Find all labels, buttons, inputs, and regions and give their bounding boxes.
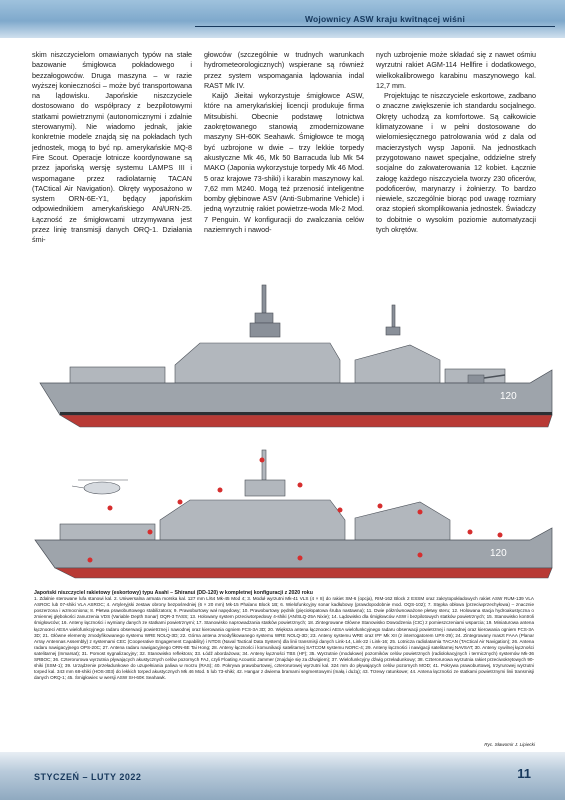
- caption-body: 1. Zdalnie sterowane lufa stanowi kal. 2. Uniwersalna armata morska kal. 127 mm L/64 Mk-45 Mod 4; 3. Moduł wyrzutni Mk-41 VLS (4 × 8) do rakiet SM-6 (opcja), RIM-162 Block 2 ESSM oraz zakrytopokładowych rakiet ASW RUM-139 VLA ASROC lub 07-shiki VLA ASROC; 4. Artyleryjski zestaw obrony bezpośredniej (6 × 20 mm) Mk-15 Phalanx Block 1B; 6. Wielofunkcyjny sonar kadłubowy (prawdopodobnie mod. OQS-102); 7. Stępka obłowa (przeciwprzechyłowa) – znacznie poszerzona i wzmocniona; 8. Płetwa prawoburtowego stabilizatora; 9. Prawoburtowy wał napędowy; 10. Prawoburtowy pędnik (pięciołopatowa śruba nastawna); 11. Dwie półzrównoważone płetwy steru; 12. Holowana stacja hydroakustyczna o zmiennej głębokości zanurzenia VDS (Variable Depth Sonar) OQR-3 TASS; 13. Holowany system przeciwtorpedowy 4-shiki (AN/SLQ-25A Nixie); 14. Lądowisko dla śmigłowców ASW i bezpilotowych statków powietrznych; 15. Stanowisko kontroli śmigłowców; 16. Anteny łączności i wymiany danych ze statkami powietrznymi; 17. Stanowisko naprowadzania statków powietrznych; 18. Zintegrowane Główne Stanowisko Dowodzenia (CIC) z pomieszczeniami wsparcia; 19. Miniaturowa antena łącznoœci AESA wielofunkcyjnego radaru obserwacji powietrznej i nawodnej oraz kierowania ogniem FCS-3A 3D; 20. Większa antena łącznoœci AESA wielofunkcyjnego radaru obserwacji powietrznej i nawodnej oraz kierowania ogniem FCS-3A 3D; 21. Główne elementy zmodyfikowanego systemu WRE NOLQ-3D; 22. Górna antena zmodyfikowanego systemu WRE NOLQ-3D; 23. Anteny systemu WRE oraz IFF Mk XII (z interrogatorem UPX-29); 24. Zintegrowany maszt FAAA (Planar Array Antennas Assembly) z systemami CEC (Cooperative Engagement Capability) i NTDS (Naval Tactical Data System) dla linii transmisji danych Link-14, Link-22 i Link-16; 25. Lotnicza radiolatarnia TACAN (TACtical Air Navigation); 26. Antena radaru nawigacyjnego OPS-20C; 27. Antena radaru nawigacyjnego ORN-6E Tai Hong; 28. Anteny łączności i komunikacji satelitarnej SATCOM systemu NORC-4; 29. Anteny łączności i nawigacji satelitarnej NAVSAT; 30. Anteny cywilnej łączności satelitarnej (Inmarsat); 31. Pomost sygnalizacyjny; 32. Stanowisko reflektora; 33. Łódź abordażowa; 34. Anteny łączności TBS (HF); 35. Wyrzutnie (modułowe) pozorników celów powietrznych (radiolokacyjnych i termicznych) systemów Mk-36 SRBOC; 36. Czterorurowa wyrzutnia pływających akustycznych celów pozornych FAJ, czyli Floating Acoustic Jammer (znajduje się za dźwigiem); 37. Wielofunkcyjny dźwig przeładunkowy; 38. Czterorurowa wyrzutnia rakiet przeciwokrętowych 90-shiki (SSM-1); 39. Urządzenie przeładunkowe do uzupełniania paliwa w morzu (RAS); 40. Pokrywa prawoburtowej, czterorurowej wyrzutni kal. 324 mm do pływających celów pozornych MOD; 41. Pokrywa prawoburtowej, trzyrurowej wyrzutni torped kal. 343 mm 68-shiki (HOS-303) do lekkich torped akustycznych Mk 46 Mod. 5 lub 73-shiki; 42. Hangar z dwiema bramami segmentowymi (małą i dużą); 43. Trzewy ratunkowe; 44. Antena łączności ze statkami powietrznymi linii transmisji danych ORQ-1; 45. Śmigłowiec w wersji ASW SH-60K Seahawk.: [34, 596, 534, 681]
- issue-months: STYCZEŃ – LUTY: [34, 772, 117, 782]
- article-paragraph: skim niszczycielom omawianych typów na stałe bazowanie śmigłowca pokładowego i bezzałogowców. Druga maszyna – w razie wyższej konieczności – może być transportowana na lądowisku. Japońskie niszczyciele dostosowano do współpracy z bezpilotowymi statkami powietrznymi (autonomicznymi i zdalnie sterowanymi). Nie wiadomo jednak, jakie konkretnie modele znajdą się na pokładach tych jednostek, mogą to być np. amerykańskie MQ-8 Fire Scout. Operacje lotnicze koordynowane są przez japońską wersję systemu LAMPS III i wspomagane przez radiolatarnię TACAN (TACtical Air Navigation). Okręty wyposażono w system ORN-6E-Y1, będący japońskim odpowiednikiem amerykańskiego AN/URN-25. Łączność ze śmigłowcami utrzymywana jest przez linię transmisji danych ORQ-1. Działania śmi-: [32, 50, 192, 245]
- illustration-credit: Ryc. Sławomir J. Lipiecki: [484, 742, 535, 747]
- issue-date: [34, 772, 141, 782]
- article-paragraph: nych uzbrojenie może składać się z nawet ośmiu wyrzutni rakiet AGM-114 Hellfire i dodatkowego, wielkokalibrowego karabinu maszynowego kal. 12,7 mm.: [376, 50, 536, 90]
- page-footer: [0, 752, 565, 800]
- hull-number: 120: [500, 391, 517, 402]
- article-column-3: [376, 50, 536, 235]
- article-paragraph: Projektując te niszczyciele eskortowe, zadbano o znaczne zwiększenie ich standardu socjalnego. Okręty uchodzą za komfortowe. Są całkowicie klimatyzowane i w pełni dostosowane do wielomiesięcznego patrolowania wód z dala od macierzystych wysp Japonii. Na jednostkach przygotowano nawet specjalne, oddzielne strefy socjalne do zakwaterowania 12 kobiet. Łącznie załogę każdego niszczyciela tworzy 230 oficerów, podoficerów, marynarzy i żołnierzy. To bardzo niewiele, szczególnie biorąc pod uwagę rozmiary oraz stopień skomplikowania jednostek. Świadczy to dobitnie o wysokim poziomie automatyzacji tych okrętów.: [376, 91, 536, 235]
- hull-number: 120: [490, 548, 507, 559]
- article-column-1: [32, 50, 192, 246]
- page-number: 11: [517, 766, 531, 781]
- figure-caption: [34, 590, 534, 681]
- page-header: [0, 0, 565, 38]
- ship-labelled-section-illustration: [0, 440, 565, 590]
- issue-year: 2022: [119, 772, 142, 782]
- helicopter-icon: [72, 480, 128, 494]
- caption-title: Japoński niszczyciel rakietowy (eskortowy) typu Asahi – Shiranui (DD-120) w kompletnej konfiguracji z 2020 roku: [34, 590, 313, 596]
- article-paragraph: głowców (szczególnie w trudnych warunkach hydrometeorologicznych) wspierane są również przez system wspomagania lądowania indal RAST Mk IV.: [204, 50, 364, 90]
- article-column-2: [204, 50, 364, 235]
- article-paragraph: Kaijō Jieitai wykorzystuje śmigłowce ASW, które na amerykańskiej licencji produkuje firma Mitsubishi. Obecnie podstawę lotnictwa zaokrętowanego stanowią zmodernizowane maszyny SH-60K Seahawk. Śmigłowce te mogą być uzbrojone w dwie – trzy lekkie torpedy akustyczne Mk 46, Mk 50 Barracuda lub Mk 54 MAKO (Japonia wykorzystuje torpedy Mk 46 Mod. 5 oraz krajowe 73-shiki) i karabin maszynowy kal. 7,62 mm M240. Mogą też przenosić inteligentne bomby głębinowe ASV (Anti-Submarine Vehicle) i jedną wyrzutnię rakiet powietrze-woda Mk-2 Mod. 7 Penguin. W konfiguracji do zwalczania celów naziemnych i nawod-: [204, 91, 364, 235]
- header-title: Wojownicy ASW kraju kwitnącej wiśni: [304, 14, 466, 24]
- ship-profile-illustration: [0, 265, 565, 440]
- header-rule: [195, 26, 555, 27]
